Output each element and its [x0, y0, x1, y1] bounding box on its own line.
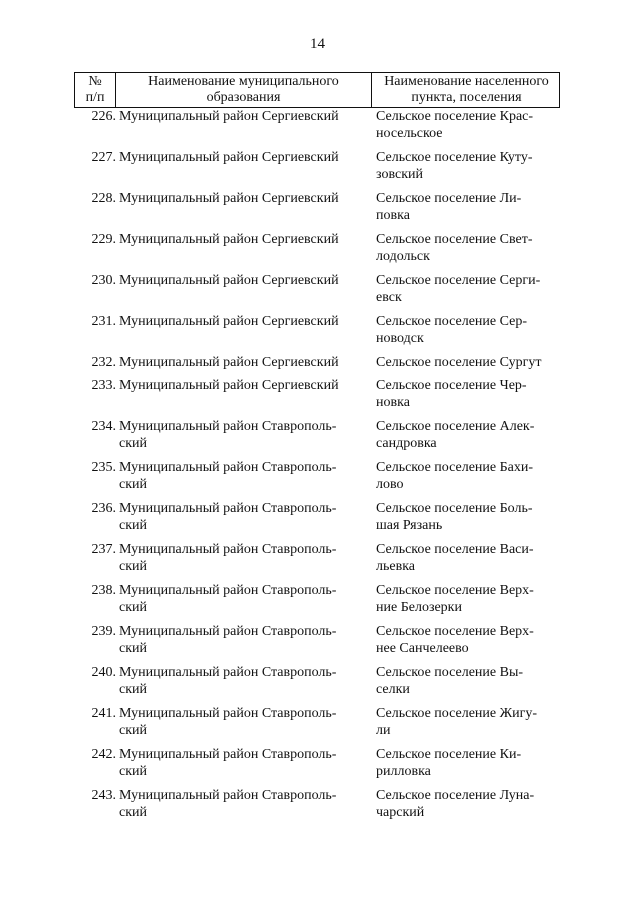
- settlement-name-line: Сельское поселение Серги-: [376, 273, 541, 288]
- settlement-name-line: зовский: [376, 167, 423, 182]
- settlement-name-line: лодольск: [376, 249, 430, 264]
- header-settlement-line-2: пункта, поселения: [411, 90, 522, 105]
- row-number: 240.: [91, 665, 116, 680]
- row-number: 238.: [91, 583, 116, 598]
- settlement-name-line: Сельское поселение Верх-: [376, 624, 534, 639]
- municipality-name-line: ский: [119, 477, 147, 492]
- settlement-name: [376, 313, 566, 347]
- settlement-name-line: сандровка: [376, 436, 437, 451]
- settlement-name-line: ние Белозерки: [376, 600, 462, 615]
- municipality-name-line: Муниципальный район Сергиевский: [119, 378, 339, 393]
- municipality-name: [119, 705, 369, 739]
- settlement-name-line: льевка: [376, 559, 415, 574]
- municipality-name: [119, 149, 369, 166]
- municipality-name: [119, 623, 369, 657]
- settlement-name: [376, 500, 566, 534]
- row-number: 242.: [91, 747, 116, 762]
- municipality-name: [119, 231, 369, 248]
- row-number: 226.: [91, 109, 116, 124]
- settlement-name-line: селки: [376, 682, 410, 697]
- settlement-name: [376, 459, 566, 493]
- settlement-name-line: Сельское поселение Чер-: [376, 378, 527, 393]
- settlement-name-line: Сельское поселение Свет-: [376, 232, 533, 247]
- settlement-name: [376, 231, 566, 265]
- municipality-name: [119, 190, 369, 207]
- municipality-name-line: ский: [119, 805, 147, 820]
- row-number: 241.: [91, 706, 116, 721]
- settlement-name: [376, 705, 566, 739]
- municipality-name: [119, 541, 369, 575]
- municipality-name-line: ский: [119, 518, 147, 533]
- settlement-name-line: рилловка: [376, 764, 431, 779]
- municipality-name-line: Муниципальный район Сергиевский: [119, 355, 339, 370]
- settlement-name-line: нее Санчелеево: [376, 641, 469, 656]
- settlement-name-line: Сельское поселение Верх-: [376, 583, 534, 598]
- municipality-name-line: Муниципальный район Сергиевский: [119, 232, 339, 247]
- settlement-name-line: Сельское поселение Сургут: [376, 355, 542, 370]
- row-number: 229.: [91, 232, 116, 247]
- municipality-name-line: Муниципальный район Ставрополь-: [119, 583, 337, 598]
- settlement-name-line: Сельское поселение Луна-: [376, 788, 535, 803]
- settlement-name-line: шая Рязань: [376, 518, 443, 533]
- municipality-name: [119, 108, 369, 125]
- municipality-name: [119, 582, 369, 616]
- municipality-name-line: ский: [119, 723, 147, 738]
- municipality-name-line: Муниципальный район Ставрополь-: [119, 542, 337, 557]
- settlement-name-line: Сельское поселение Ки-: [376, 747, 522, 762]
- header-number-line-2: п/п: [85, 90, 105, 105]
- municipality-name-line: ский: [119, 764, 147, 779]
- municipality-name-line: Муниципальный район Сергиевский: [119, 191, 339, 206]
- settlement-name-line: носельское: [376, 126, 443, 141]
- header-municipality-column: [115, 73, 371, 107]
- municipality-name-line: Муниципальный район Ставрополь-: [119, 419, 337, 434]
- settlement-name: [376, 377, 566, 411]
- settlement-name-line: Сельское поселение Боль-: [376, 501, 533, 516]
- settlement-name: [376, 272, 566, 306]
- settlement-name: [376, 149, 566, 183]
- settlement-name: [376, 108, 566, 142]
- municipality-name-line: Муниципальный район Ставрополь-: [119, 624, 337, 639]
- municipality-name-line: Муниципальный район Ставрополь-: [119, 460, 337, 475]
- settlement-name-line: новодск: [376, 331, 424, 346]
- settlement-name: [376, 623, 566, 657]
- settlement-name-line: Сельское поселение Вы-: [376, 665, 524, 680]
- row-number: 234.: [91, 419, 116, 434]
- municipality-name-line: Муниципальный район Ставрополь-: [119, 706, 337, 721]
- municipality-name-line: ский: [119, 682, 147, 697]
- settlement-name-line: Сельское поселение Бахи-: [376, 460, 534, 475]
- table-header: [74, 72, 560, 108]
- settlement-name-line: Сельское поселение Васи-: [376, 542, 534, 557]
- row-number: 243.: [91, 788, 116, 803]
- header-municipality-line-2: образования: [206, 90, 281, 105]
- settlement-name: [376, 541, 566, 575]
- row-number: 227.: [91, 150, 116, 165]
- municipality-name-line: Муниципальный район Ставрополь-: [119, 788, 337, 803]
- municipality-name-line: Муниципальный район Ставрополь-: [119, 665, 337, 680]
- settlement-name-line: лово: [376, 477, 404, 492]
- municipality-name: [119, 500, 369, 534]
- settlement-name-line: Сельское поселение Жигу-: [376, 706, 538, 721]
- settlement-name-line: Сельское поселение Алек-: [376, 419, 535, 434]
- row-number: 232.: [91, 355, 116, 370]
- row-number: 237.: [91, 542, 116, 557]
- row-number: 230.: [91, 273, 116, 288]
- header-municipality-line-1: Наименование муниципального: [148, 74, 339, 89]
- municipality-name: [119, 459, 369, 493]
- settlement-name-line: ли: [376, 723, 391, 738]
- municipality-name-line: Муниципальный район Сергиевский: [119, 150, 339, 165]
- municipality-name: [119, 272, 369, 289]
- municipality-name: [119, 313, 369, 330]
- municipality-name-line: Муниципальный район Сергиевский: [119, 109, 339, 124]
- municipality-name-line: ский: [119, 600, 147, 615]
- settlement-name: [376, 354, 566, 371]
- municipality-name-line: ский: [119, 641, 147, 656]
- header-number-column: [75, 73, 115, 107]
- municipality-name: [119, 664, 369, 698]
- row-number: 233.: [91, 378, 116, 393]
- settlement-name-line: новка: [376, 395, 410, 410]
- settlement-name: [376, 582, 566, 616]
- municipality-name-line: Муниципальный район Сергиевский: [119, 314, 339, 329]
- row-number: 239.: [91, 624, 116, 639]
- row-number: 228.: [91, 191, 116, 206]
- header-settlement-column: [371, 73, 561, 107]
- settlement-name-line: повка: [376, 208, 410, 223]
- page-number: 14: [310, 36, 325, 52]
- municipality-name-line: ский: [119, 559, 147, 574]
- settlement-name: [376, 664, 566, 698]
- settlement-name: [376, 418, 566, 452]
- municipality-name-line: ский: [119, 436, 147, 451]
- settlement-name-line: евск: [376, 290, 402, 305]
- settlement-name: [376, 746, 566, 780]
- municipality-name-line: Муниципальный район Сергиевский: [119, 273, 339, 288]
- municipality-name: [119, 354, 369, 371]
- row-number: 231.: [91, 314, 116, 329]
- settlement-name: [376, 190, 566, 224]
- municipality-name: [119, 787, 369, 821]
- municipality-name-line: Муниципальный район Ставрополь-: [119, 501, 337, 516]
- settlement-name-line: чарский: [376, 805, 425, 820]
- settlement-name-line: Сельское поселение Ли-: [376, 191, 522, 206]
- settlement-name-line: Сельское поселение Куту-: [376, 150, 533, 165]
- settlement-name-line: Сельское поселение Крас-: [376, 109, 534, 124]
- municipality-name: [119, 746, 369, 780]
- settlement-name: [376, 787, 566, 821]
- row-number: 236.: [91, 501, 116, 516]
- header-settlement-line-1: Наименование населенного: [384, 74, 549, 89]
- municipality-name: [119, 377, 369, 394]
- municipality-name: [119, 418, 369, 452]
- municipality-name-line: Муниципальный район Ставрополь-: [119, 747, 337, 762]
- row-number: 235.: [91, 460, 116, 475]
- settlement-name-line: Сельское поселение Сер-: [376, 314, 528, 329]
- header-number-line-1: №: [88, 74, 102, 89]
